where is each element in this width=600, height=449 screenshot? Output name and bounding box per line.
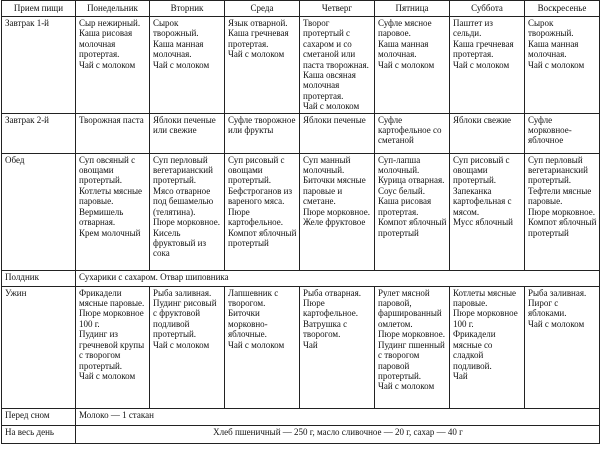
menu-cell <box>76 153 150 270</box>
dish-item: Язык отварной. <box>228 18 288 28</box>
dish-item: Суфле мясное паровое. <box>378 18 432 39</box>
menu-cell <box>300 286 375 408</box>
menu-cell <box>300 153 375 270</box>
dish-item: Рыба заливная. <box>528 287 587 298</box>
dish-item: Суп овсяный с овощами протертый. <box>79 154 136 186</box>
dish-item: Суфле творожное или фрукты <box>228 114 296 136</box>
row-snack <box>2 270 600 286</box>
row-dinner <box>2 286 600 408</box>
row-lunch <box>2 153 600 270</box>
menu-cell <box>150 286 225 408</box>
dish-item: Пудинг рисовый с фруктовой подливой протертый. <box>153 298 217 340</box>
header-day: Среда <box>225 1 300 17</box>
dish-item: Суп-лапша молочный. <box>378 154 421 176</box>
dish-item: Суп перловый вегетарианский протертый. <box>528 154 588 186</box>
dish-item: Суп манный молочный. <box>303 154 351 176</box>
dish-item: Пюре морковное. <box>153 217 220 228</box>
row-breakfast-2 <box>2 113 600 153</box>
snack-text: Сухарики с сахаром. Отвар шиповника <box>76 270 600 286</box>
dish-item: Пюре картофельное. <box>228 206 284 228</box>
menu-cell <box>76 286 150 408</box>
menu-cell <box>76 17 150 114</box>
dish-item: Сыр нежирный. <box>79 18 141 28</box>
dish-item: Тефтели мясные паровые. <box>528 185 592 207</box>
dish-item: Творог протертый с сахаром и со сметаной или паста творожная. <box>303 18 369 70</box>
dish-item: Чай с молоком <box>228 49 285 60</box>
header-day: Вторник <box>150 1 225 17</box>
dish-item: Пюре морковное 100 г. <box>79 308 144 329</box>
dish-item: Компот яблочный протертый <box>528 217 597 238</box>
dish-item: Биточки морковно-яблочные. <box>228 308 268 340</box>
menu-cell <box>450 153 525 270</box>
dish-item: Чай <box>453 370 468 381</box>
menu-cell <box>300 113 375 153</box>
dish-item: Вермишель отварная. <box>79 206 124 228</box>
dish-item: Кисель фруктовый из сока <box>153 227 207 259</box>
dish-item: Компот яблочный протертый <box>378 217 447 238</box>
weekly-menu-table <box>1 0 600 444</box>
menu-cell <box>225 17 300 114</box>
menu-cell <box>525 113 600 153</box>
menu-cell <box>76 113 150 153</box>
dish-item: Фрикадели мясные со сладкой подливой. <box>453 329 496 371</box>
meal-label: Ужин <box>2 286 76 408</box>
dish-item: Крем молочный <box>79 227 141 238</box>
dish-item: Сырок творожный. <box>528 18 574 39</box>
dish-item: Суп рисовый с овощами протертый. <box>453 154 510 186</box>
meal-label: Обед <box>2 153 76 270</box>
dish-item: Каша гречневая протертая. <box>453 38 514 60</box>
dish-item: Суфле морковное-яблочное <box>528 114 572 146</box>
dish-item: Бефстроганов из вареного мяса. <box>228 185 293 207</box>
dish-item: Чай с молоком <box>228 339 285 350</box>
dish-item: Чай с молоком <box>303 101 360 112</box>
menu-cell <box>525 17 600 114</box>
dish-item: Пюре морковное 100 г. <box>453 308 518 329</box>
menu-cell <box>375 286 450 408</box>
dish-item: Яблоки печеные или свежие <box>153 114 216 136</box>
dish-item: Ватрушка с творогом. <box>303 318 348 340</box>
dish-item: Курица отварная. <box>378 175 445 186</box>
dish-item: Компот яблочный протертый <box>228 227 297 248</box>
dish-item: Пудинг пшенный с творогом паровой протертый. <box>378 339 445 381</box>
dish-item: Суфле картофельное со сметаной <box>378 114 442 146</box>
dish-item: Чай с молоком <box>528 59 585 70</box>
dish-item: Запеканка картофельная с мясом. <box>453 185 512 217</box>
row-breakfast-1 <box>2 17 600 114</box>
dish-item: Паштет из сельди. <box>453 18 493 39</box>
dish-item: Пюре картофельное. <box>303 298 359 319</box>
dish-item: Чай с молоком <box>153 59 210 70</box>
dish-item: Рыба отварная. <box>303 287 362 298</box>
menu-cell <box>300 17 375 114</box>
dish-item: Каша манная молочная. <box>153 38 204 60</box>
menu-cell <box>225 153 300 270</box>
menu-cell <box>450 286 525 408</box>
dish-item: Каша рисовая протертая. <box>378 196 432 217</box>
menu-cell <box>450 113 525 153</box>
dish-item: Чай <box>303 339 318 350</box>
dish-item: Каша манная молочная. <box>378 38 429 60</box>
dish-item: Чай с молоком <box>378 59 435 70</box>
dish-item: Мусс яблочный <box>453 217 513 228</box>
menu-cell <box>525 153 600 270</box>
dish-item: Пюре морковное. <box>528 206 595 217</box>
dish-item: Рулет мясной паровой, фаршированный омлетом. <box>378 287 442 329</box>
menu-cell <box>375 113 450 153</box>
row-whole-day <box>2 425 600 443</box>
meal-label: Перед сном <box>2 408 76 425</box>
dish-item: Чай с молоком <box>79 59 136 70</box>
dish-item: Пудинг из гречневой крупы с творогом протертый. <box>79 329 145 371</box>
menu-cell <box>375 153 450 270</box>
dish-item: Рыба заливная. <box>153 287 212 298</box>
dish-item: Каша манная молочная. <box>528 38 579 60</box>
header-day: Суббота <box>450 1 525 17</box>
menu-cell <box>150 17 225 114</box>
dish-item: Желе фруктовое <box>303 217 366 228</box>
meal-label: На весь день <box>2 425 76 443</box>
whole-day-text: Хлеб пшеничный — 250 г, масло сливочное — 20 г, сахар — 40 г <box>76 425 600 443</box>
bedtime-text: Молоко — 1 стакан <box>76 408 600 425</box>
menu-cell <box>225 113 300 153</box>
dish-item: Котлеты мясные паровые. <box>79 185 143 207</box>
dish-item: Каша гречневая протертая. <box>228 28 289 49</box>
header-day: Понедельник <box>76 1 150 17</box>
menu-cell <box>375 17 450 114</box>
dish-item: Суп рисовый с овощами протертый. <box>228 154 285 186</box>
dish-item: Чай с молоком <box>79 370 136 381</box>
menu-cell <box>150 113 225 153</box>
dish-item: Яблоки свежие <box>453 114 512 125</box>
meal-label: Полдник <box>2 270 76 286</box>
dish-item: Каша овсяная молочная протертая. <box>303 70 356 101</box>
menu-cell <box>150 153 225 270</box>
dish-item: Сырок творожный. <box>153 18 199 39</box>
dish-item: Мясо отварное под бешамелью (телятина). <box>153 185 214 217</box>
dish-item: Творожная паста <box>79 114 144 125</box>
dish-item: Чай с молоком <box>528 318 585 329</box>
menu-cell <box>225 286 300 408</box>
header-day: Четверг <box>300 1 375 17</box>
dish-item: Котлеты мясные паровые. <box>453 287 517 309</box>
dish-item: Чай с молоком <box>378 381 435 392</box>
header-row <box>2 1 600 17</box>
dish-item: Пюре морковное. <box>303 206 370 217</box>
dish-item: Чай с молоком <box>153 339 210 350</box>
header-day: Воскресенье <box>525 1 600 17</box>
meal-label: Завтрак 2-й <box>2 113 76 153</box>
dish-item: Пюре морковное. <box>378 329 445 340</box>
dish-item: Соус белый. <box>378 185 425 196</box>
dish-item: Биточки мясные паровые и сметане. <box>303 175 366 207</box>
dish-item: Каша рисовая молочная протертая. <box>79 28 133 60</box>
dish-item: Яблоки печеные <box>303 114 366 125</box>
menu-cell <box>450 17 525 114</box>
dish-item: Пирог с яблоками. <box>528 298 567 319</box>
dish-item: Чай с молоком <box>453 59 510 70</box>
dish-item: Лапшевник с творогом. <box>228 287 279 309</box>
menu-cell <box>525 286 600 408</box>
meal-label: Завтрак 1-й <box>2 17 76 114</box>
row-bedtime <box>2 408 600 425</box>
header-meal: Прием пищи <box>2 1 76 17</box>
dish-item: Суп перловый вегетарианский протертый. <box>153 154 213 186</box>
header-day: Пятница <box>375 1 450 17</box>
dish-item: Фрикадели мясные паровые. <box>79 287 145 309</box>
